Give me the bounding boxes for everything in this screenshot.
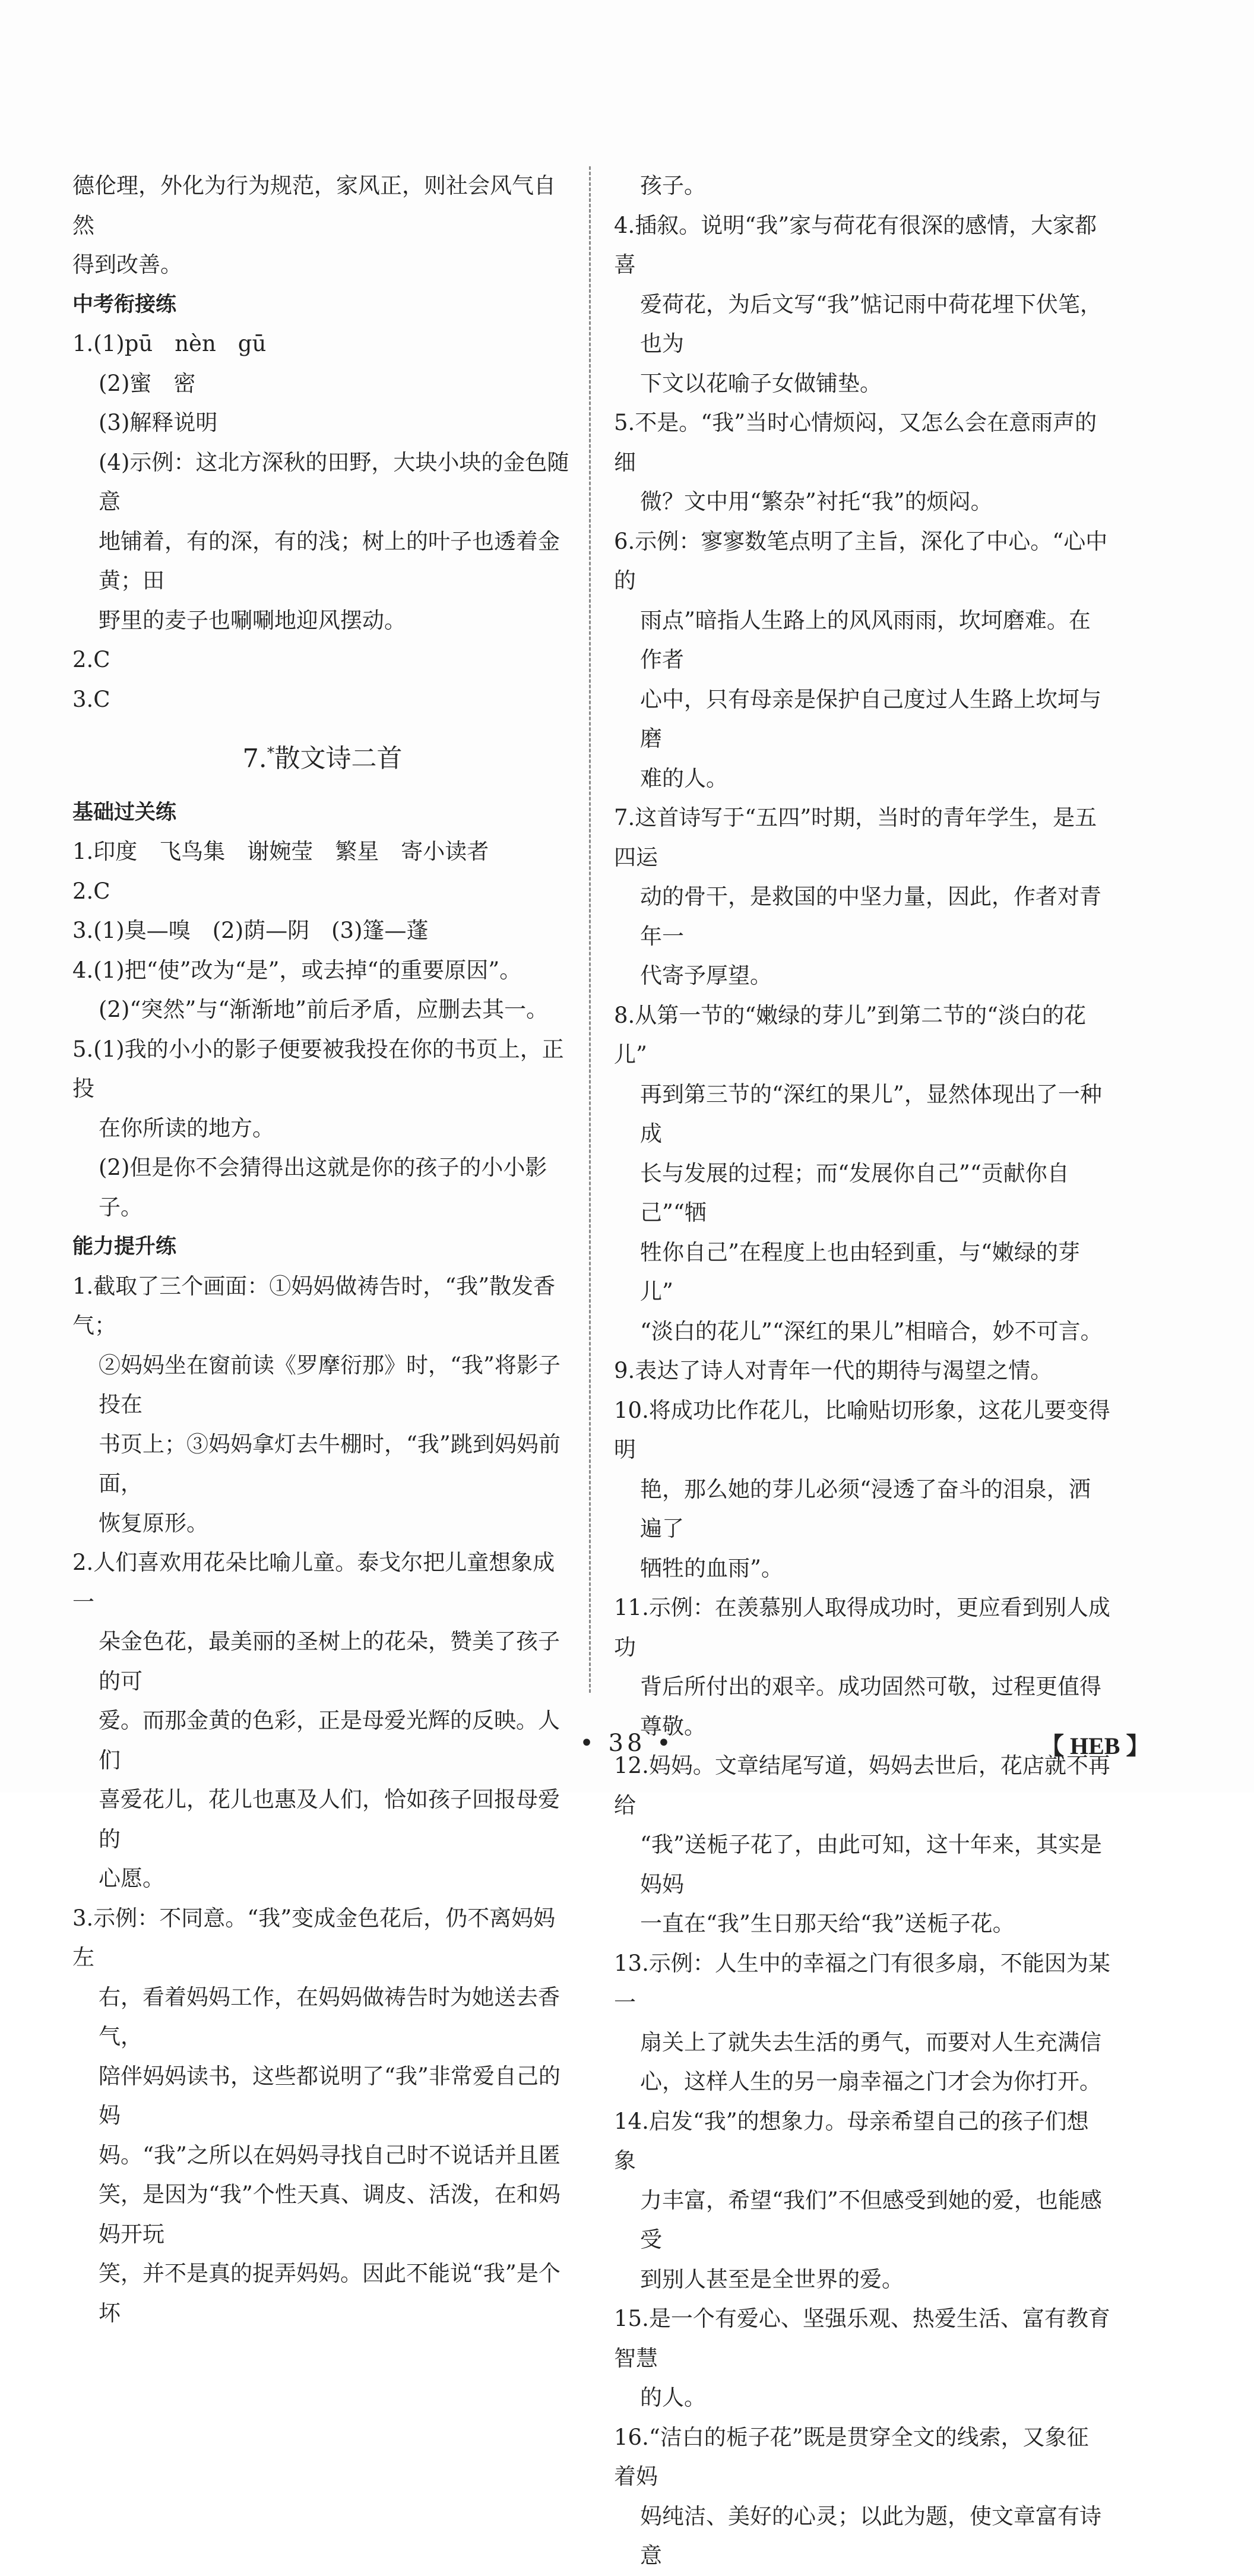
answer-line: 妈纯洁、美好的心灵；以此为题，使文章富有诗意 — [640, 2503, 1101, 2568]
answer-line: 1.(1)pū nèn gū — [72, 331, 267, 356]
answer-line: 16.“洁白的栀子花”既是贯穿全文的线索，又象征着妈 — [614, 2424, 1089, 2489]
page-number: • 38 • — [580, 1730, 674, 1757]
answer-line: (4)示例：这北方深秋的田野，大块小块的金色随意 — [99, 449, 569, 514]
answer-line: 朵金色花，最美丽的圣树上的花朵，赞美了孩子的可 — [99, 1629, 560, 1694]
answer-line: “淡白的花儿”“深红的果儿”相暗合，妙不可言。 — [640, 1318, 1103, 1344]
answer-line: “我”送栀子花了，由此可知，这十年来，其实是妈妈 — [640, 1832, 1102, 1897]
answer-line: 雨点”暗指人生路上的风风雨雨，坎坷磨难。在作者 — [640, 607, 1091, 672]
answer-line: 妈。“我”之所以在妈妈寻找自己时不说话并且匿 — [99, 2142, 560, 2168]
answer-line: 1.印度 飞鸟集 谢婉莹 繁星 寄小读者 — [72, 839, 489, 865]
answer-line: 9.表达了诗人对青年一代的期待与渴望之情。 — [614, 1358, 1053, 1383]
answer-line: (2)蜜 密 — [99, 370, 196, 396]
answer-line: 15.是一个有爱心、坚强乐观、热爱生活、富有教育智慧 — [614, 2306, 1110, 2371]
answer-line: 5.(1)我的小小的影子便要被我投在你的书页上，正投 — [72, 1036, 564, 1102]
answer-line: 10.将成功比作花儿，比喻贴切形象，这花儿要变得明 — [614, 1397, 1110, 1462]
answer-line: 孩子。 — [640, 173, 706, 198]
answer-line: 野里的麦子也唰唰地迎风摆动。 — [99, 607, 406, 633]
answer-line: 下文以花喻子女做铺垫。 — [640, 370, 882, 396]
answer-line: 爱荷花，为后文写“我”惦记雨中荷花埋下伏笔，也为 — [640, 291, 1102, 356]
answer-line: 笑，并不是真的捉弄妈妈。因此不能说“我”是个坏 — [99, 2261, 560, 2326]
answer-line: 2.人们喜欢用花朵比喻儿童。泰戈尔把儿童想象成一 — [72, 1550, 555, 1615]
answer-line: 7.这首诗写于“五四”时期，当时的青年学生，是五四运 — [614, 805, 1097, 870]
answer-line: 牲你自己”在程度上也由轻到重，与“嫩绿的芽儿” — [640, 1239, 1080, 1304]
answer-line: 喜爱花儿，花儿也惠及人们，恰如孩子回报母爱的 — [99, 1787, 560, 1852]
answer-line: 12.妈妈。文章结尾写道，妈妈去世后，花店就不再给 — [614, 1753, 1110, 1818]
answer-line: 背后所付出的艰辛。成功固然可敬，过程更值得 — [640, 1674, 1101, 1699]
answer-line: 爱。而那金黄的色彩，正是母爱光辉的反映。人们 — [99, 1708, 560, 1773]
answer-line: 艳，那么她的芽儿必须“浸透了奋斗的泪泉，洒遍了 — [640, 1476, 1091, 1541]
answer-line: 恢复原形。 — [99, 1510, 208, 1536]
answer-line: 5.不是。“我”当时心情烦闷，又怎么会在意雨声的细 — [614, 410, 1097, 475]
answer-line: 再到第三节的“深红的果儿”，显然体现出了一种成 — [640, 1081, 1102, 1146]
answer-line: 代寄予厚望。 — [640, 963, 772, 988]
answer-line: (2)“突然”与“渐渐地”前后矛盾，应删去其一。 — [99, 997, 549, 1023]
answer-line: 笑，是因为“我”个性天真、调皮、活泼，在和妈妈开玩 — [99, 2182, 560, 2247]
section-heading-nengli: 能力提升练 — [72, 1235, 177, 1259]
answer-line: 3.(1)臭—嗅 (2)荫—阴 (3)篷—蓬 — [72, 918, 429, 944]
answer-line: 一直在“我”生日那天给“我”送栀子花。 — [640, 1911, 1015, 1936]
answer-line: 4.插叙。说明“我”家与荷花有很深的感情，大家都喜 — [614, 212, 1097, 277]
answer-line: 地铺着，有的深，有的浅；树上的叶子也透着金黄；田 — [99, 528, 560, 593]
answer-line: 13.示例：人生中的幸福之门有很多扇，不能因为某一 — [614, 1950, 1110, 2015]
answer-line: 心，这样人生的另一扇幸福之门才会为你打开。 — [640, 2069, 1101, 2094]
lesson-number: 7. — [242, 744, 267, 774]
answer-line: ②妈妈坐在窗前读《罗摩衍那》时，“我”将影子投在 — [99, 1352, 560, 1418]
answer-line: 尊敬。 — [640, 1713, 706, 1739]
answer-line: 长与发展的过程；而“发展你自己”“贡献你自己”“牺 — [640, 1160, 1069, 1225]
answer-line: 书页上；③妈妈拿灯去牛棚时，“我”跳到妈妈前面， — [99, 1431, 560, 1497]
section-heading-jichu: 基础过关练 — [72, 800, 177, 824]
answer-line: 扇关上了就失去生活的勇气，而要对人生充满信 — [640, 2029, 1101, 2055]
answer-line: 4.(1)把“使”改为“是”，或去掉“的重要原因”。 — [72, 957, 522, 983]
answer-line: 3.示例：不同意。“我”变成金色花后，仍不离妈妈左 — [72, 1905, 556, 1971]
left-column — [72, 166, 572, 2333]
answer-line: 14.启发“我”的想象力。母亲希望自己的孩子们想象 — [614, 2108, 1089, 2173]
answer-line: 2.C — [72, 647, 110, 672]
answer-line: 右，看着妈妈工作，在妈妈做祷告时为她送去香气， — [99, 1984, 560, 2050]
right-column — [614, 166, 1110, 2576]
answer-line: 牺牲的血雨”。 — [640, 1555, 783, 1581]
answer-line: 6.示例：寥寥数笔点明了主旨，深化了中心。“心中的 — [614, 528, 1108, 593]
answer-line: 难的人。 — [640, 765, 728, 791]
answer-line: 8.从第一节的“嫩绿的芽儿”到第二节的“淡白的花儿” — [614, 1002, 1087, 1067]
answer-line: 微？文中用“繁杂”衬托“我”的烦闷。 — [640, 489, 993, 514]
answer-line: 1.截取了三个画面：①妈妈做祷告时，“我”散发香气； — [72, 1273, 556, 1339]
answer-line: 心愿。 — [99, 1866, 164, 1892]
answer-line: 的人。 — [640, 2385, 706, 2410]
lesson-star-mark: * — [267, 744, 275, 762]
answer-line: 心中，只有母亲是保护自己度过人生路上坎坷与磨 — [640, 686, 1101, 751]
answer-line: 力丰富，希望“我们”不但感受到她的爱，也能感受 — [640, 2187, 1102, 2252]
answer-line: 动的骨干，是救国的中坚力量，因此，作者对青年一 — [640, 884, 1101, 949]
answer-line: 11.示例：在羡慕别人取得成功时，更应看到别人成功 — [614, 1595, 1110, 1660]
answer-line: 在你所读的地方。 — [99, 1115, 274, 1141]
section-heading-zhongkao: 中考衔接练 — [72, 292, 177, 317]
publisher-mark: 【 HEB 】 — [1040, 1733, 1150, 1759]
lesson-title-text: 散文诗二首 — [274, 744, 403, 774]
text-line: 德伦理，外化为行为规范，家风正，则社会风气自然 — [72, 173, 556, 238]
answer-line: 3.C — [72, 686, 110, 712]
answer-line: 2.C — [72, 878, 110, 904]
lesson-title — [72, 734, 572, 779]
answer-line: (3)解释说明 — [99, 410, 218, 435]
answer-line: 陪伴妈妈读书，这些都说明了“我”非常爱自己的妈 — [99, 2063, 560, 2129]
answer-line: (2)但是你不会猜得出这就是你的孩子的小小影子。 — [99, 1155, 547, 1220]
column-divider — [589, 166, 591, 1693]
answer-line: 到别人甚至是全世界的爱。 — [640, 2266, 904, 2292]
text-line: 得到改善。 — [72, 252, 182, 277]
